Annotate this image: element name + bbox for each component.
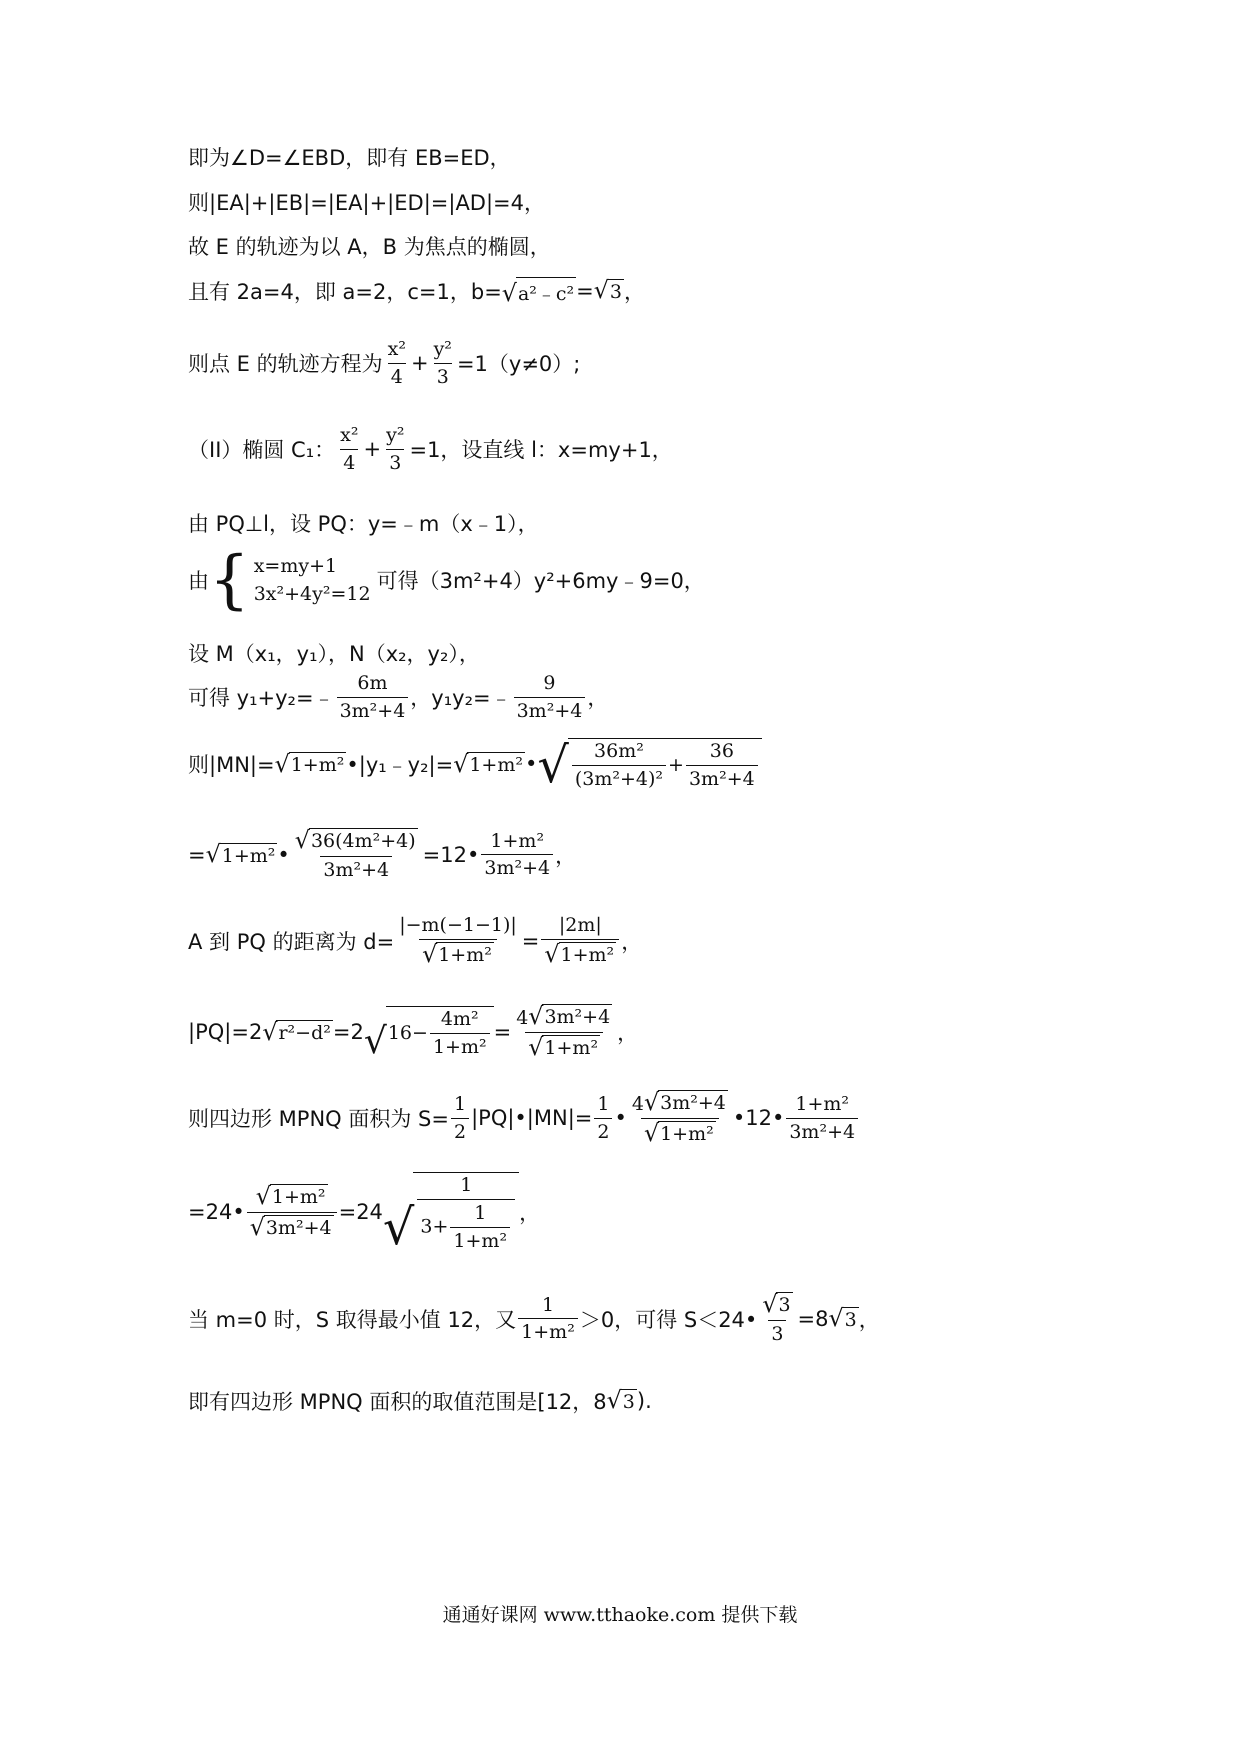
numerator: |−m(−1−1)|: [399, 914, 517, 936]
numerator: |2m|: [558, 914, 602, 936]
radicand: 1+m²: [290, 754, 345, 777]
square-root: √ r²−d²: [262, 1017, 331, 1046]
numerator: 1: [541, 1293, 555, 1316]
line-text: 可得（3m²+4）y²+6my﹣9=0，: [376, 569, 705, 593]
line-text: ，y₁y₂=﹣: [410, 686, 512, 711]
text-line: [188, 543, 705, 617]
radicand: 1+m²: [544, 1036, 599, 1059]
system-row: x=my+1: [253, 555, 338, 577]
numerator: 1+m²: [795, 1093, 850, 1116]
denominator: 3m²+4: [686, 765, 758, 791]
line-text: ).: [636, 1389, 652, 1413]
square-root: √ 1+m²: [643, 1118, 714, 1147]
radicand: 1+m²: [660, 1122, 714, 1145]
denominator: 3m²+4: [481, 854, 553, 880]
denominator: 2: [451, 1118, 469, 1144]
radicand: 3: [609, 281, 622, 303]
text-line: [188, 1386, 652, 1416]
fraction: [247, 1181, 337, 1241]
operator: =: [521, 928, 540, 953]
line-text: =2: [332, 1020, 364, 1045]
square-root: √ 1+m²: [544, 939, 615, 968]
line-text: =8: [797, 1306, 829, 1331]
line-text: |PQ|=2: [188, 1020, 263, 1045]
denominator: 1+m²: [518, 1318, 578, 1344]
denominator: 2: [594, 1118, 612, 1144]
fraction: [759, 1292, 795, 1346]
numerator: 1: [460, 1174, 473, 1196]
line-text: =1（y≠0）;: [456, 352, 581, 377]
left-brace: {: [209, 543, 250, 617]
line-text: 且有 2a=4，即 a=2，c=1，b=: [188, 280, 502, 304]
denominator: 4: [340, 449, 358, 475]
denominator: 3: [386, 449, 404, 475]
radicand: r²−d²: [278, 1022, 331, 1045]
fraction: [481, 830, 553, 881]
fraction: [786, 1093, 858, 1144]
line-text: 即有四边形 MPNQ 面积的取值范围是[12，8: [188, 1390, 607, 1414]
line-text: =: [576, 279, 594, 303]
line-text: ，: [555, 843, 577, 868]
square-root: √ 1+m²: [528, 1032, 599, 1061]
denominator: 3m²+4: [786, 1118, 858, 1144]
line-text: |PQ|•|MN|=: [471, 1106, 593, 1131]
fraction: [385, 338, 409, 389]
line-text: ，: [858, 1307, 880, 1332]
square-root: √ 1+m²: [453, 749, 523, 778]
text-line: [188, 1172, 541, 1256]
numerator: 1: [474, 1201, 487, 1224]
line-text: •12•: [732, 1106, 785, 1131]
numerator: 9: [543, 672, 556, 694]
text-line: [188, 187, 545, 217]
line-text: 故 E 的轨迹为以 A，B 为焦点的椭圆，: [188, 235, 551, 259]
fraction: [451, 1093, 469, 1144]
text-line: [188, 672, 608, 723]
operator: •: [277, 842, 290, 867]
operator: +: [668, 754, 684, 777]
radicand: 3: [622, 1391, 635, 1413]
radicand: 3m²+4: [544, 1006, 611, 1028]
operator: +: [410, 351, 429, 376]
numerator: x²: [340, 424, 359, 446]
text-line: [188, 276, 645, 306]
fraction: [513, 1004, 615, 1061]
line-text: ，: [623, 280, 645, 304]
radicand: 1+m²: [271, 1185, 326, 1208]
fraction: [431, 338, 455, 389]
numerator: 36m²: [594, 740, 644, 762]
radicand: 1+m²: [438, 943, 492, 966]
fraction: [450, 1202, 510, 1253]
denominator: 3m²+4: [514, 697, 586, 723]
operator: •: [614, 1106, 627, 1131]
fraction: [417, 1174, 515, 1252]
coefficient: 4: [631, 1093, 644, 1116]
square-root: √ 1+m²: [274, 749, 345, 778]
denominator: 3m²+4: [337, 697, 409, 723]
line-text: 当 m=0 时，S 取得最小值 12，又: [188, 1307, 517, 1332]
line-text: •|y₁﹣y₂|=: [346, 753, 454, 778]
radicand: 36(4m²+4): [310, 830, 416, 852]
text-line: [188, 142, 511, 172]
fraction: [337, 424, 361, 475]
text-line: [188, 1004, 638, 1061]
square-root: √ 3m²+4: [643, 1088, 726, 1117]
denominator: 1+m²: [450, 1227, 510, 1253]
square-root: √ 3: [593, 276, 622, 305]
fraction: [292, 828, 421, 882]
numerator: y²: [386, 424, 405, 446]
numerator: 1: [597, 1093, 610, 1116]
numerator: 1+m²: [490, 829, 545, 852]
radicand: 3: [844, 1308, 857, 1331]
text-line: [188, 736, 762, 795]
footer-source: 通通好课网 www.tthaoke.com 提供下载: [442, 1604, 798, 1626]
square-root: √ 3: [762, 1290, 791, 1319]
radicand: 3m²+4: [660, 1092, 726, 1114]
line-text: 则|MN|=: [188, 753, 275, 778]
square-root: √ 3m²+4: [249, 1212, 332, 1241]
fraction: [594, 1093, 612, 1144]
denominator: 3: [768, 1320, 786, 1346]
line-text: 即为∠D=∠EBD，即有 EB=ED，: [188, 146, 511, 170]
line-text: ，: [621, 929, 643, 954]
line-text: A 到 PQ 的距离为 d=: [188, 929, 395, 954]
text-line: [188, 1090, 860, 1147]
system-row: 3x²+4y²=12: [253, 583, 371, 605]
operator: =: [493, 1020, 512, 1045]
square-root: √ 3: [606, 1386, 635, 1415]
line-text: ＞0，可得 S＜24•: [579, 1307, 758, 1332]
line-text: =24•: [188, 1200, 245, 1225]
radicand: 1+m²: [221, 844, 276, 867]
fraction: [686, 740, 758, 791]
numerator: y²: [433, 338, 452, 360]
line-text: =: [188, 842, 206, 867]
numerator: x²: [387, 338, 406, 360]
radicand: 1+m²: [560, 943, 615, 966]
numerator: 6m: [357, 672, 388, 694]
denominator: 3: [434, 363, 452, 389]
text-line: [188, 638, 480, 668]
denominator: 4: [388, 363, 406, 389]
numerator: 1: [453, 1093, 467, 1116]
square-root: √ 1+m²: [255, 1181, 326, 1210]
square-root: √ $\frac{\text{36m²}}{\text{(3m²+4)²}}$ + $\frac{36}{\text{3m²+4}}$: [537, 738, 761, 791]
fraction: [518, 1294, 578, 1345]
square-root: √ 3m²+4: [528, 1002, 611, 1031]
square-root: √ a²﹣c²: [502, 277, 576, 306]
text-line: [188, 508, 539, 538]
text-line: [188, 338, 580, 389]
text-line: [188, 828, 576, 882]
fraction: [337, 672, 409, 723]
line-text: 设 M（x₁，y₁），N（x₂，y₂），: [188, 642, 480, 666]
radicand: 3: [778, 1294, 791, 1316]
line-text: 则|EA|+|EB|=|EA|+|ED|=|AD|=4，: [188, 191, 546, 215]
fraction: [514, 672, 586, 723]
line-text: 由 PQ⊥l，设 PQ：y=﹣m（x﹣1），: [188, 512, 539, 536]
denominator: (3m²+4)²: [572, 765, 666, 791]
line-text: 可得 y₁+y₂=﹣: [188, 686, 335, 711]
radicand: a²﹣c²: [516, 277, 576, 306]
line-text: ，: [587, 686, 609, 711]
fraction: [383, 424, 407, 475]
line-text: 则点 E 的轨迹方程为: [188, 352, 383, 377]
operator: •: [525, 752, 538, 777]
denominator: 1+m²: [430, 1033, 490, 1059]
fraction: [396, 914, 520, 968]
fraction: [430, 1008, 490, 1059]
denominator-text: 3+: [420, 1215, 449, 1238]
square-root: √ 1+m²: [422, 939, 492, 968]
square-root: √ 3: [828, 1304, 857, 1333]
fraction: [629, 1090, 731, 1147]
text-line: [188, 231, 551, 261]
line-text: ，: [519, 1201, 541, 1226]
square-root: √ 16− $\frac{\text{4m²}}{\text{1+m²}}$: [364, 1006, 494, 1059]
fraction: [541, 914, 619, 968]
numerator: 4m²: [440, 1008, 479, 1031]
line-text: 由: [188, 569, 209, 593]
square-root: √ 1+m²: [205, 840, 276, 869]
line-text: =12•: [422, 842, 480, 867]
radicand: 1+m²: [469, 754, 523, 777]
numerator: 36: [709, 740, 734, 762]
square-root: √ 36(4m²+4): [294, 826, 416, 855]
equation-system: [209, 543, 371, 617]
line-text: =24: [338, 1200, 383, 1225]
coefficient: 4: [516, 1007, 529, 1030]
line-text: 则四边形 MPNQ 面积为 S=: [188, 1107, 449, 1132]
text-line: [188, 914, 642, 968]
square-root: √ 1 3+ $\frac{1}{\text{1+m²}}$: [383, 1172, 519, 1252]
line-text: （II）椭圆 C₁：: [188, 438, 336, 463]
denominator: 3m²+4: [320, 856, 392, 882]
radicand: 3m²+4: [265, 1216, 332, 1239]
line-text: =1，设直线 l：x=my+1，: [409, 438, 673, 463]
text-line: [188, 424, 673, 475]
fraction: [572, 740, 666, 791]
text-line: [188, 1292, 880, 1346]
operator: +: [363, 437, 382, 462]
radicand-text: 16−: [387, 1022, 428, 1045]
line-text: ，: [617, 1021, 639, 1046]
